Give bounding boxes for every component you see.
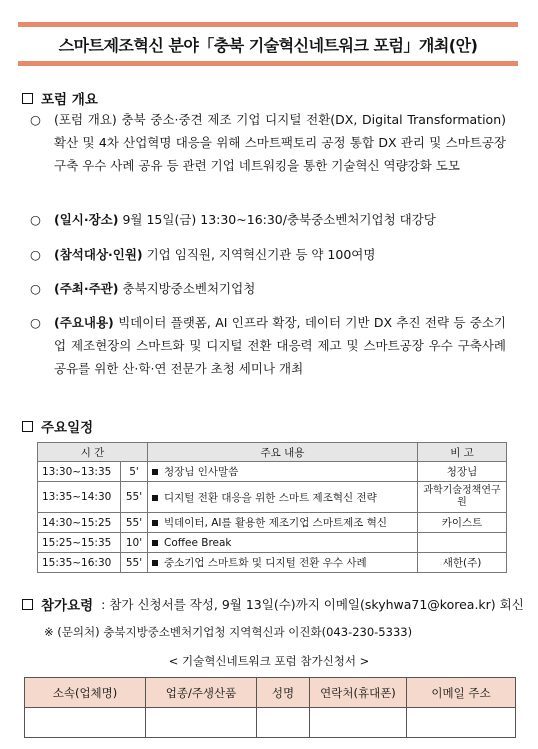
time-cell: 15:35~16:30 — [38, 553, 121, 573]
duration-cell: 5' — [121, 462, 148, 482]
overview-item-2 — [30, 208, 506, 231]
checkbox-square-icon — [22, 421, 33, 432]
column-header: 연락처(휴대폰) — [310, 678, 407, 708]
overview-heading-label: 포럼 개요 — [41, 92, 98, 108]
circle-bullet-icon: ○ — [30, 281, 41, 296]
overview-item-label: (주요내용) — [54, 315, 114, 330]
duration-cell: 55' — [121, 513, 148, 533]
checkbox-square-icon — [22, 599, 33, 610]
note-cell: 새한(주) — [418, 553, 507, 573]
table-row — [38, 482, 507, 513]
time-cell: 14:30~15:25 — [38, 513, 121, 533]
column-header: 업종/주생산품 — [146, 678, 257, 708]
page-title: 스마트제조혁신 분야「충북 기술혁신네트워크 포럼」개최(안) — [58, 35, 478, 55]
note-cell: 과학기술정책연구원 — [418, 482, 507, 513]
form-header-row — [25, 678, 516, 708]
square-bullet-icon — [152, 540, 158, 546]
table-row — [38, 533, 507, 553]
phone-field[interactable] — [310, 708, 407, 738]
column-header: 이메일 주소 — [407, 678, 516, 708]
form-title: < 기술혁신네트워크 포럼 참가신청서 > — [168, 654, 370, 668]
duration-cell: 55' — [121, 482, 148, 513]
schedule-heading — [22, 416, 93, 436]
apply-label: 참가요령 — [41, 598, 94, 614]
circle-bullet-icon: ○ — [30, 315, 41, 330]
application-form-table — [24, 677, 516, 738]
square-bullet-icon — [152, 469, 158, 475]
time-cell: 15:25~15:35 — [38, 533, 121, 553]
note-cell: 카이스트 — [418, 513, 507, 533]
overview-heading — [22, 88, 98, 108]
column-header: 소속(업체명) — [25, 678, 146, 708]
overview-item-text: 충북지방중소벤처기업청 — [118, 281, 256, 296]
table-row — [38, 513, 507, 533]
overview-item-label: (주최·주관) — [54, 281, 119, 296]
column-header: 비 고 — [418, 443, 507, 462]
checkbox-square-icon — [22, 93, 33, 104]
schedule-header-row — [38, 443, 507, 462]
square-bullet-icon — [152, 560, 158, 566]
note-cell: 청장님 — [418, 462, 507, 482]
content-cell: 빅데이터, AI를 활용한 제조기업 스마트제조 혁신 — [148, 513, 418, 533]
duration-cell: 55' — [121, 553, 148, 573]
content-cell: 디지털 전환 대응을 위한 스마트 제조혁신 전략 — [148, 482, 418, 513]
duration-cell: 10' — [121, 533, 148, 553]
column-header: 시 간 — [38, 443, 148, 462]
overview-item-text: 빅데이터 플랫폼, AI 인프라 확장, 데이터 기반 DX 추진 전략 등 중소기업 제조현장의 스마트화 및 디지털 전환 대응력 제고 및 스마트공장 우수 구축사례 공유를 위한 산·학·연 전문가 초청 세미나 개최 — [54, 315, 506, 376]
title-bar — [18, 22, 518, 66]
overview-item-text: 기업 임직원, 지역혁신기관 등 약 100여명 — [142, 247, 376, 262]
content-cell: Coffee Break — [148, 533, 418, 553]
circle-bullet-icon: ○ — [30, 112, 41, 127]
note-cell — [418, 533, 507, 553]
inquiry-note: ※ (문의처) 충북지방중소벤처기업청 지역혁신과 이진화(043-230-5333) — [44, 625, 413, 639]
schedule-table — [37, 442, 507, 573]
circle-bullet-icon: ○ — [30, 212, 41, 227]
overview-item-text: 9월 15일(금) 13:30~16:30/충북중소벤처기업청 대강당 — [118, 212, 436, 227]
overview-item-label: (일시·장소) — [54, 212, 119, 227]
industry-field[interactable] — [146, 708, 257, 738]
overview-item-4 — [30, 277, 506, 300]
circle-bullet-icon: ○ — [30, 247, 41, 262]
overview-item-3 — [30, 243, 506, 266]
schedule-heading-label: 주요일정 — [41, 420, 94, 436]
email-field[interactable] — [407, 708, 516, 738]
time-cell: 13:35~14:30 — [38, 482, 121, 513]
column-header: 주요 내용 — [148, 443, 418, 462]
overview-item-5 — [30, 311, 506, 380]
overview-item-text: (포럼 개요) 충북 중소·중견 제조 기업 디지털 전환(DX, Digital Transformation) 확산 및 4차 산업혁명 대응을 위해 스마트팩토리 공정 통합 DX 관리 및 스마트공장 구축 우수 사례 공유 등 관련 기업 네트워킹을 통한 기술혁신 역량강화 도모 — [54, 112, 506, 173]
content-cell: 청장님 인사말씀 — [148, 462, 418, 482]
affiliation-field[interactable] — [25, 708, 146, 738]
overview-item-1 — [30, 108, 506, 177]
apply-text: : 참가 신청서를 작성, 9월 13일(수)까지 이메일(skyhwa71@korea.kr) 회신 — [101, 597, 524, 612]
table-row — [38, 553, 507, 573]
column-header: 성명 — [257, 678, 310, 708]
apply-section — [22, 594, 524, 614]
square-bullet-icon — [152, 495, 158, 501]
time-cell: 13:30~13:35 — [38, 462, 121, 482]
overview-item-label: (참석대상·인원) — [54, 247, 143, 262]
form-input-row — [25, 708, 516, 738]
table-row — [38, 462, 507, 482]
content-cell: 중소기업 스마트화 및 디지털 전환 우수 사례 — [148, 553, 418, 573]
square-bullet-icon — [152, 520, 158, 526]
name-field[interactable] — [257, 708, 310, 738]
